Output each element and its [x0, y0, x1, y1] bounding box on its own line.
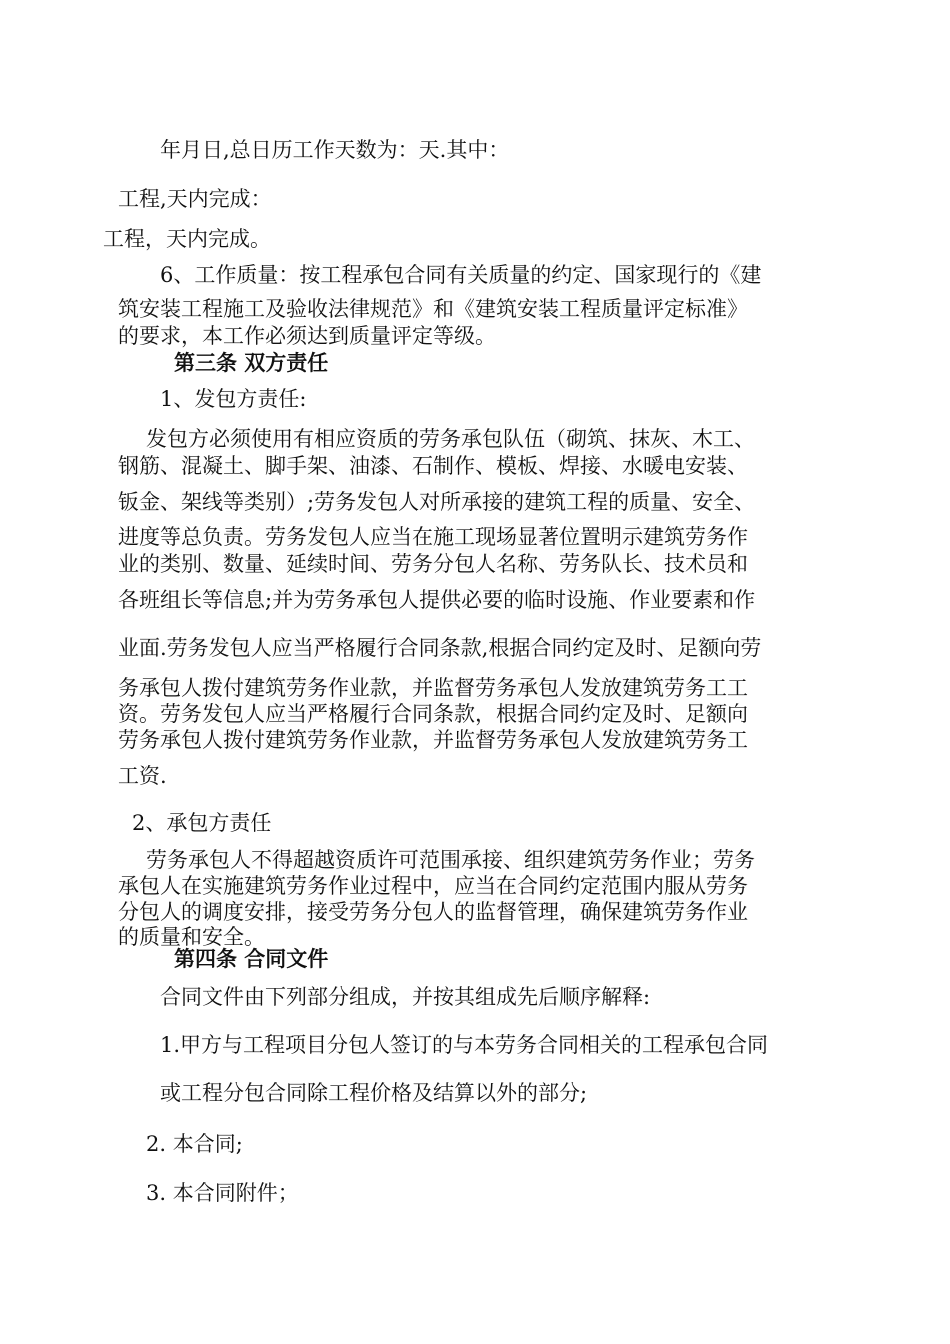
- text-line: 3. 本合同附件；: [146, 1181, 299, 1205]
- text-line: 资。劳务发包人应当严格履行合同条款，根据合同约定及时、足额向: [118, 702, 748, 726]
- text-line: 的要求，本工作必须达到质量评定等级。: [118, 324, 496, 348]
- text-line: 2. 本合同;: [146, 1132, 243, 1156]
- text-line: 2、承包方责任: [132, 811, 272, 835]
- text-line: 或工程分包合同除工程价格及结算以外的部分;: [160, 1081, 588, 1105]
- text-line: 工程，天内完成。: [103, 227, 271, 251]
- text-line: 劳务承包人拨付建筑劳务作业款，并监督劳务承包人发放建筑劳务工: [118, 728, 748, 752]
- text-line: 6、工作质量：按工程承包合同有关质量的约定、国家现行的《建: [160, 263, 762, 287]
- text-line: 工程,天内完成：: [118, 187, 272, 211]
- text-line: 工资.: [118, 764, 167, 788]
- text-line: 年月日,总日历工作天数为：天.其中：: [160, 138, 510, 162]
- text-line: 合同文件由下列部分组成，并按其组成先后顺序解释:: [160, 985, 651, 1009]
- text-line: 务承包人拨付建筑劳务作业款，并监督劳务承包人发放建筑劳务工工: [118, 676, 748, 700]
- section-heading: 第三条 双方责任: [174, 350, 329, 375]
- text-line: 1、发包方责任:: [160, 387, 307, 411]
- text-line: 钣金、架线等类别）;劳务发包人对所承接的建筑工程的质量、安全、: [118, 490, 756, 514]
- text-line: 钢筋、混凝土、脚手架、油漆、石制作、模板、焊接、水暖电安装、: [118, 454, 748, 478]
- text-line: 分包人的调度安排，接受劳务分包人的监督管理，确保建筑劳务作业: [118, 900, 748, 924]
- section-heading: 第四条 合同文件: [174, 946, 329, 971]
- text-line: 进度等总负责。劳务发包人应当在施工现场显著位置明示建筑劳务作: [118, 525, 748, 549]
- text-line: 业面.劳务发包人应当严格履行合同条款,根据合同约定及时、足额向劳: [118, 636, 762, 660]
- text-line: 承包人在实施建筑劳务作业过程中，应当在合同约定范围内服从劳务: [118, 874, 748, 898]
- text-line: 1.甲方与工程项目分包人签订的与本劳务合同相关的工程承包合同: [160, 1033, 769, 1057]
- text-line: 劳务承包人不得超越资质许可范围承接、组织建筑劳务作业；劳务: [146, 848, 755, 872]
- text-line: 的质量和安全。: [118, 925, 265, 949]
- text-line: 筑安装工程施工及验收法律规范》和《建筑安装工程质量评定标准》: [118, 297, 748, 321]
- text-line: 业的类别、数量、延续时间、劳务分包人名称、劳务队长、技术员和: [118, 552, 748, 576]
- text-line: 发包方必须使用有相应资质的劳务承包队伍（砌筑、抹灰、木工、: [146, 427, 755, 451]
- text-line: 各班组长等信息;并为劳务承包人提供必要的临时设施、作业要素和作: [118, 588, 756, 612]
